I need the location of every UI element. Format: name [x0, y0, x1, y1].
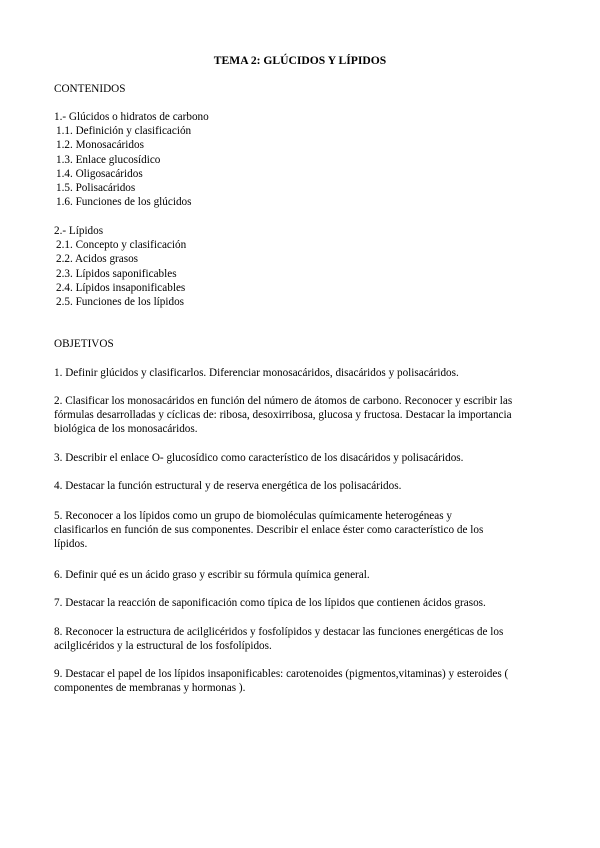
contents-item: 1.2. Monosacáridos — [56, 139, 144, 152]
objective-item: 4. Destacar la función estructural y de reserva energética de los polisacáridos. — [54, 480, 402, 492]
contents-section-2 — [54, 224, 186, 309]
contents-item: 1.1. Definición y clasificación — [56, 125, 192, 138]
contents-item: 1.4. Oligosacáridos — [56, 167, 143, 180]
contents-item: 2.1. Concepto y clasificación — [56, 239, 187, 252]
contents-item: 2.2. Acidos grasos — [56, 253, 139, 266]
contents-item: 2.- Lípidos — [54, 225, 104, 237]
contents-item: 1.- Glúcidos o hidratos de carbono — [54, 111, 209, 123]
contents-item: 2.5. Funciones de los lípidos — [56, 295, 185, 308]
document-title: TEMA 2: GLÚCIDOS Y LÍPIDOS — [213, 54, 387, 67]
objective-item: 2. Clasificar los monosacáridos en función del número de átomos de carbono. Reconocer y escribir las fórmulas desarrolladas y cíclicas de: ribosa, desoxirribosa, glucosa y fructosa. Destacar la importancia biológica de los monosacáridos. — [54, 395, 513, 435]
contents-item: 1.5. Polisacáridos — [56, 181, 136, 194]
objective-item: 8. Reconocer la estructura de acilglicéridos y fosfolípidos y destacar las funciones energéticas de los acilglicéridos y la estructural de los fosfolípidos. — [54, 626, 504, 652]
objective-item: 3. Describir el enlace O- glucosídico como característico de los disacáridos y polisacáridos. — [54, 452, 464, 464]
contents-item: 2.3. Lípidos saponificables — [56, 267, 177, 280]
objective-item: 1. Definir glúcidos y clasificarlos. Diferenciar monosacáridos, disacáridos y polisacáridos. — [54, 367, 459, 379]
objective-item: 6. Definir qué es un ácido graso y escribir su fórmula química general. — [54, 569, 370, 581]
contents-heading: CONTENIDOS — [54, 83, 126, 95]
objective-item: 9. Destacar el papel de los lípidos insaponificables: carotenoides (pigmentos,vitaminas) y esteroides ( componentes de membranas y hormonas ). — [54, 668, 509, 694]
contents-item: 1.3. Enlace glucosídico — [56, 153, 161, 166]
contents-section-1 — [54, 110, 209, 209]
objectives-heading: OBJETIVOS — [54, 338, 114, 350]
objective-item: 7. Destacar la reacción de saponificación como típica de los lípidos que contienen ácidos grasos. — [54, 597, 486, 609]
contents-item: 1.6. Funciones de los glúcidos — [56, 196, 192, 209]
objective-item: 5. Reconocer a los lípidos como un grupo de biomoléculas químicamente heterogéneas y clasificarlos en función de sus componentes. Describir el enlace éster como característico de los lípidos. — [54, 510, 484, 550]
contents-item: 2.4. Lípidos insaponificables — [56, 281, 186, 294]
